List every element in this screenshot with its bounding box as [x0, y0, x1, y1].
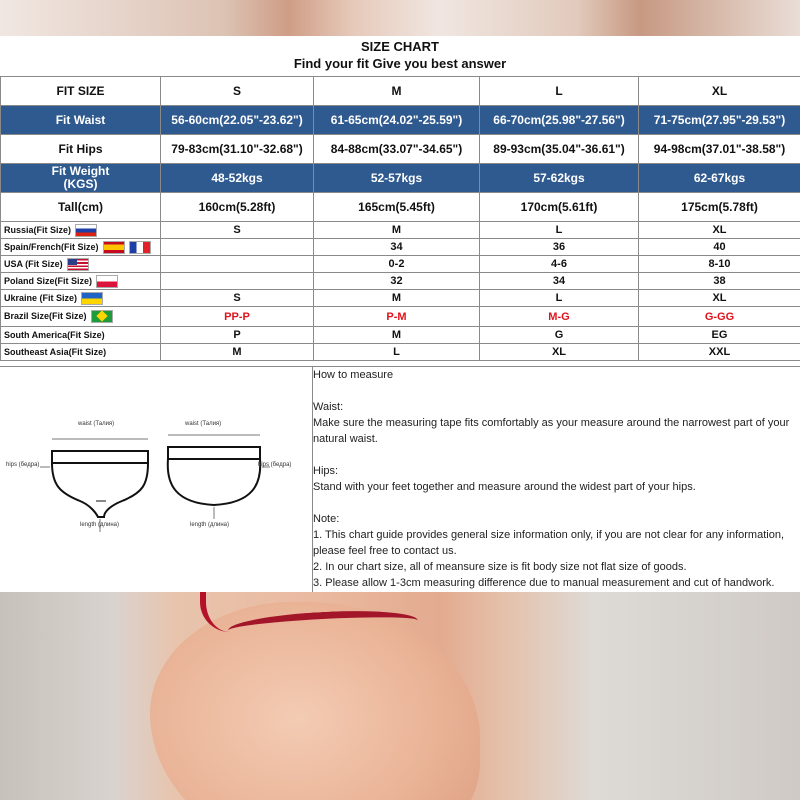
table-cell: 89-93cm(35.04"-36.61")	[480, 135, 639, 164]
country-label-text: Brazil Size(Fit Size)	[4, 310, 87, 321]
russia-row	[1, 222, 800, 239]
header-size-m: M	[314, 77, 480, 106]
country-label-text: Spain/French(Fit Size)	[4, 241, 99, 252]
header-label: FIT SIZE	[1, 77, 161, 106]
southeast-asia-row	[1, 344, 800, 361]
table-cell: 40	[639, 239, 800, 256]
country-label	[1, 290, 161, 307]
how-to-measure-heading: How to measure	[313, 369, 394, 381]
tall-row	[1, 193, 800, 222]
note2: 2. In our chart size, all of meansure size is fit body size not flat size of goods.	[313, 561, 687, 573]
country-label: Southeast Asia(Fit Size)	[1, 344, 161, 361]
table-cell: 160cm(5.28ft)	[161, 193, 314, 222]
table-cell: 0-2	[314, 256, 480, 273]
header-row	[1, 77, 800, 106]
table-cell: 71-75cm(27.95"-29.53")	[639, 106, 800, 135]
country-label	[1, 239, 161, 256]
waist-text-line2: natural waist.	[313, 433, 378, 445]
table-cell	[161, 256, 314, 273]
table-cell: G-GG	[639, 307, 800, 327]
table-cell: L	[314, 344, 480, 361]
panty-diagram-svg	[0, 367, 312, 593]
table-cell: 61-65cm(24.02"-25.59")	[314, 106, 480, 135]
france-flag-icon	[129, 241, 151, 254]
spain-france-row	[1, 239, 800, 256]
country-label-text: Russia(Fit Size)	[4, 224, 72, 235]
front-hips-label: hips (бедра)	[6, 462, 40, 468]
brazil-row	[1, 307, 800, 327]
country-label	[1, 307, 161, 327]
fit-waist-row	[1, 106, 800, 135]
chart-subtitle: Find your fit Give you best answer	[293, 56, 507, 71]
poland-row	[1, 273, 800, 290]
table-cell: EG	[639, 327, 800, 344]
front-panty-icon	[52, 451, 148, 517]
waist-text-line1: Make sure the measuring tape fits comfortably as your measure around the narrowest part of your	[313, 417, 790, 429]
ukraine-row	[1, 290, 800, 307]
hips-heading: Hips:	[313, 465, 339, 477]
table-cell	[161, 273, 314, 290]
hips-text: Stand with your feet together and measure around the widest part of your hips.	[313, 481, 696, 493]
table-cell: S	[161, 222, 314, 239]
country-label: South America(Fit Size)	[1, 327, 161, 344]
table-cell: M	[314, 222, 480, 239]
size-table	[0, 76, 800, 361]
chart-title: SIZE CHART	[361, 39, 439, 54]
note-heading: Note:	[313, 513, 340, 525]
table-cell: 57-62kgs	[480, 164, 639, 193]
table-cell: XXL	[639, 344, 800, 361]
back-length-label: length (длина)	[190, 522, 230, 528]
row-label: Fit Waist	[1, 106, 161, 135]
table-cell: 52-57kgs	[314, 164, 480, 193]
table-cell: L	[480, 290, 639, 307]
country-label-text: USA (Fit Size)	[4, 258, 63, 269]
measurement-diagram	[0, 367, 313, 593]
table-cell: G	[480, 327, 639, 344]
waist-heading: Waist:	[313, 401, 344, 413]
table-cell: M	[161, 344, 314, 361]
fit-weight-row	[1, 164, 800, 193]
table-cell: 94-98cm(37.01"-38.58")	[639, 135, 800, 164]
front-waist-label: waist (Талия)	[78, 421, 115, 427]
table-cell: P-M	[314, 307, 480, 327]
row-label: Fit Hips	[1, 135, 161, 164]
table-cell: S	[161, 290, 314, 307]
table-cell: 48-52kgs	[161, 164, 314, 193]
note1-line1: 1. This chart guide provides general size information only, if you are not clear for any information,	[313, 529, 785, 541]
back-panty-icon	[168, 447, 260, 505]
back-hips-label: hips (бедра)	[258, 462, 292, 468]
row-label-line1: Fit Weight	[51, 164, 110, 178]
country-label	[1, 256, 161, 273]
row-label-line2: (KGS)	[63, 177, 98, 191]
table-cell: P	[161, 327, 314, 344]
header-size-s: S	[161, 77, 314, 106]
note1-line2: please feel free to contact us.	[313, 545, 457, 557]
table-cell: M	[314, 290, 480, 307]
table-cell: 84-88cm(33.07"-34.65")	[314, 135, 480, 164]
table-cell: 34	[314, 239, 480, 256]
measure-notes	[313, 367, 799, 593]
country-label-text: Ukraine (Fit Size)	[4, 292, 78, 303]
south-america-row	[1, 327, 800, 344]
table-cell: 66-70cm(25.98"-27.56")	[480, 106, 639, 135]
fit-hips-row	[1, 135, 800, 164]
measure-info	[0, 366, 800, 593]
table-cell: XL	[639, 222, 800, 239]
table-cell: 32	[314, 273, 480, 290]
table-cell: 4-6	[480, 256, 639, 273]
table-cell: XL	[480, 344, 639, 361]
size-chart-sheet	[0, 36, 800, 592]
brazil-flag-icon	[91, 310, 113, 323]
usa-row	[1, 256, 800, 273]
table-cell: XL	[639, 290, 800, 307]
table-cell: M	[314, 327, 480, 344]
table-cell: PP-P	[161, 307, 314, 327]
background-photo-top	[0, 0, 800, 36]
table-cell	[161, 239, 314, 256]
spain-flag-icon	[103, 241, 125, 254]
russia-flag-icon	[75, 224, 97, 237]
country-label	[1, 273, 161, 290]
table-cell: 79-83cm(31.10"-32.68")	[161, 135, 314, 164]
table-cell: 62-67kgs	[639, 164, 800, 193]
table-cell: 8-10	[639, 256, 800, 273]
front-length-label: length (длина)	[80, 522, 120, 528]
header-size-xl: XL	[639, 77, 800, 106]
table-cell: L	[480, 222, 639, 239]
table-cell: 170cm(5.61ft)	[480, 193, 639, 222]
back-waist-label: waist (Талия)	[185, 421, 222, 427]
table-cell: 175cm(5.78ft)	[639, 193, 800, 222]
table-cell: M-G	[480, 307, 639, 327]
country-label	[1, 222, 161, 239]
country-label-text: Poland Size(Fit Size)	[4, 275, 93, 286]
table-cell: 56-60cm(22.05"-23.62")	[161, 106, 314, 135]
table-cell: 34	[480, 273, 639, 290]
row-label	[1, 164, 161, 193]
usa-flag-icon	[67, 258, 89, 271]
table-cell: 165cm(5.45ft)	[314, 193, 480, 222]
title-block	[0, 36, 800, 74]
table-cell: 38	[639, 273, 800, 290]
poland-flag-icon	[96, 275, 118, 288]
ukraine-flag-icon	[81, 292, 103, 305]
note3: 3. Please allow 1-3cm measuring difference due to manual measurement and cut of handwork.	[313, 577, 775, 589]
background-photo-bottom	[0, 592, 800, 800]
table-cell: 36	[480, 239, 639, 256]
header-size-l: L	[480, 77, 639, 106]
row-label: Tall(cm)	[1, 193, 161, 222]
